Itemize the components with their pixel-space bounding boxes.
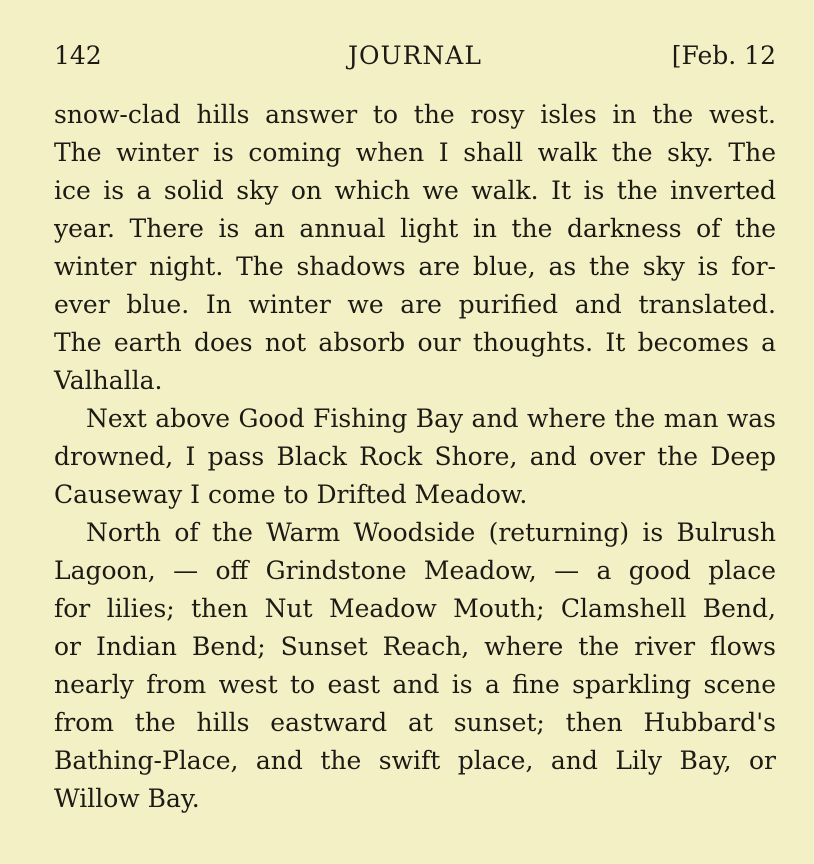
text-line: Valhalla.: [54, 366, 163, 395]
text-line: year. There is an annual light in the darkness of the: [54, 214, 776, 243]
text-line: drowned, I pass Black Rock Shore, and over the Deep: [54, 442, 776, 471]
text-line: The winter is coming when I shall walk the sky. The: [54, 138, 776, 167]
page-number: 142: [54, 41, 102, 70]
text-line: Next above Good Fishing Bay and where the man was: [86, 404, 776, 433]
text-line: Bathing-Place, and the swift place, and Lily Bay, or: [54, 746, 776, 775]
text-line: Lagoon, — off Grindstone Meadow, — a good place: [54, 556, 776, 585]
running-date: [Feb. 12: [671, 41, 776, 70]
text-line: North of the Warm Woodside (returning) is Bulrush: [86, 518, 776, 547]
book-page: [54, 38, 776, 818]
text-line: for lilies; then Nut Meadow Mouth; Clamshell Bend,: [54, 594, 776, 623]
text-line: Willow Bay.: [54, 784, 200, 813]
text-line: Causeway I come to Drifted Meadow.: [54, 480, 528, 509]
running-title: JOURNAL: [348, 41, 482, 70]
running-header: [54, 38, 776, 74]
text-line: The earth does not absorb our thoughts. It becomes a: [54, 328, 776, 357]
text-line: from the hills eastward at sunset; then Hubbard's: [54, 708, 776, 737]
text-line: or Indian Bend; Sunset Reach, where the river flows: [54, 632, 776, 661]
text-line: snow-clad hills answer to the rosy isles in the west.: [54, 100, 776, 129]
text-line: winter night. The shadows are blue, as the sky is for-: [54, 252, 776, 281]
text-line: ice is a solid sky on which we walk. It is the inverted: [54, 176, 776, 205]
text-line: ever blue. In winter we are purified and translated.: [54, 290, 776, 319]
body-text: [54, 96, 776, 818]
paragraph-1: [54, 96, 776, 400]
text-line: nearly from west to east and is a fine sparkling scene: [54, 670, 776, 699]
paragraph-3: [54, 514, 776, 818]
paragraph-2: [54, 400, 776, 514]
